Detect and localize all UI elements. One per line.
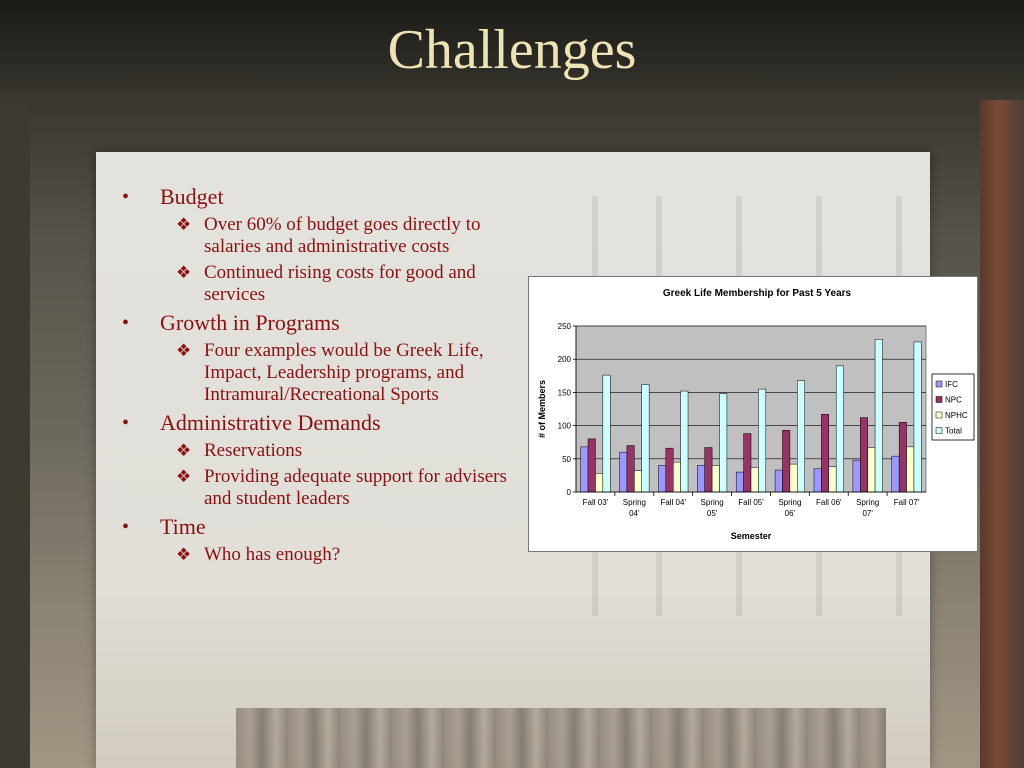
photo-strip: [236, 708, 886, 768]
sub-bullet-item: [118, 440, 518, 462]
x-axis-label: Semester: [730, 531, 772, 541]
sub-bullet-text: Reservations: [204, 440, 303, 461]
bullet-text: Time: [160, 514, 206, 539]
bar-nphc: [595, 473, 602, 492]
bar-ifc: [581, 447, 588, 492]
bar-ifc: [697, 465, 704, 492]
bullet-item: [118, 184, 518, 210]
x-tick-label: Fall 07': [893, 498, 920, 507]
bar-ifc: [736, 472, 743, 492]
legend-swatch: [936, 412, 942, 418]
bullet-item: [118, 310, 518, 336]
sub-bullet-text: Providing adequate support for advisers and student leaders: [204, 466, 507, 509]
y-tick-label: 200: [557, 355, 571, 365]
bar-total: [875, 339, 882, 492]
bar-total: [797, 380, 804, 492]
sub-bullet-text: Who has enough?: [204, 544, 341, 565]
legend-label: Total: [945, 426, 962, 436]
diamond-bullet-icon: ❖: [176, 467, 192, 486]
bar-nphc: [868, 448, 875, 492]
sub-bullet-text: Continued rising costs for good and services: [204, 262, 476, 305]
x-tick-label: Spring: [622, 498, 646, 507]
x-tick-label: 05': [706, 509, 718, 518]
x-tick-label: 07': [862, 509, 873, 518]
sub-bullet-item: [118, 340, 518, 406]
bar-ifc: [892, 456, 899, 492]
x-tick-label: 06': [784, 509, 796, 518]
bar-total: [914, 342, 921, 492]
bar-npc: [821, 414, 828, 492]
bar-npc: [705, 448, 712, 492]
y-tick-label: 100: [557, 421, 571, 431]
bar-total: [642, 384, 649, 492]
bar-npc: [899, 422, 906, 492]
diamond-bullet-icon: ❖: [176, 545, 192, 564]
bar-total: [603, 375, 610, 492]
bullet-item: [118, 410, 518, 436]
legend-label: IFC: [945, 380, 958, 389]
bar-npc: [588, 439, 595, 492]
x-tick-label: Fall 04': [660, 498, 686, 507]
legend-label: NPC: [945, 395, 962, 405]
y-axis-label: # of Members: [537, 379, 547, 439]
bar-total: [720, 394, 727, 492]
bullet-glyph: •: [122, 312, 130, 334]
sub-bullet-item: [118, 262, 518, 306]
right-stripe: [980, 100, 1024, 768]
bar-npc: [860, 418, 867, 492]
bar-ifc: [620, 452, 627, 492]
y-tick-label: 250: [557, 322, 571, 331]
bar-total: [681, 391, 688, 492]
bullet-glyph: •: [122, 412, 130, 434]
chart-title: Greek Life Membership for Past 5 Years: [662, 288, 852, 299]
legend-swatch: [936, 381, 942, 387]
legend-swatch: [936, 397, 942, 403]
y-tick-label: 150: [557, 388, 571, 398]
bar-ifc: [814, 469, 821, 492]
bar-total: [758, 389, 765, 492]
bar-nphc: [829, 467, 836, 492]
bar-ifc: [853, 460, 860, 492]
bar-nphc: [673, 462, 680, 492]
chart-svg: [529, 277, 977, 551]
bullet-item: [118, 514, 518, 540]
bullet-glyph: •: [122, 186, 130, 208]
bar-nphc: [634, 471, 641, 492]
bullet-text: Budget: [160, 184, 224, 209]
bar-nphc: [907, 447, 914, 492]
y-tick-label: 50: [562, 454, 571, 464]
sub-bullet-text: Over 60% of budget goes directly to salaries and administrative costs: [204, 214, 481, 257]
bar-npc: [782, 430, 789, 492]
bar-ifc: [775, 470, 782, 492]
sub-bullet-item: [118, 214, 518, 258]
left-stripe: [0, 100, 30, 768]
x-tick-label: Spring: [856, 498, 880, 507]
bar-nphc: [712, 465, 719, 492]
diamond-bullet-icon: ❖: [176, 341, 192, 360]
diamond-bullet-icon: ❖: [176, 215, 192, 234]
bar-nphc: [790, 464, 797, 492]
diamond-bullet-icon: ❖: [176, 441, 192, 460]
bullet-text: Administrative Demands: [160, 410, 381, 435]
bar-nphc: [751, 467, 758, 492]
diamond-bullet-icon: ❖: [176, 263, 192, 282]
sub-bullet-item: [118, 544, 518, 566]
x-tick-label: Fall 03': [582, 498, 609, 507]
bar-total: [836, 366, 843, 492]
sub-bullet-text: Four examples would be Greek Life, Impact, Leadership programs, and Intramural/Recreational Sports: [204, 340, 484, 405]
bar-npc: [744, 434, 751, 492]
bullet-list: [118, 180, 518, 566]
bar-npc: [627, 446, 634, 492]
legend-label: NPHC: [945, 411, 968, 420]
x-tick-label: Fall 06': [816, 498, 842, 507]
bullet-glyph: •: [122, 516, 130, 538]
legend-swatch: [936, 428, 942, 434]
x-tick-label: Spring: [700, 498, 724, 507]
x-tick-label: 04': [629, 509, 640, 518]
bullet-text: Growth in Programs: [160, 310, 340, 335]
sub-bullet-item: [118, 466, 518, 510]
x-tick-label: Fall 05': [738, 498, 764, 507]
bar-npc: [666, 448, 673, 492]
slide-title: Challenges: [387, 19, 637, 81]
membership-chart: [528, 276, 978, 552]
y-tick-label: 0: [566, 488, 571, 497]
bar-ifc: [658, 465, 665, 492]
x-tick-label: Spring: [778, 498, 802, 507]
